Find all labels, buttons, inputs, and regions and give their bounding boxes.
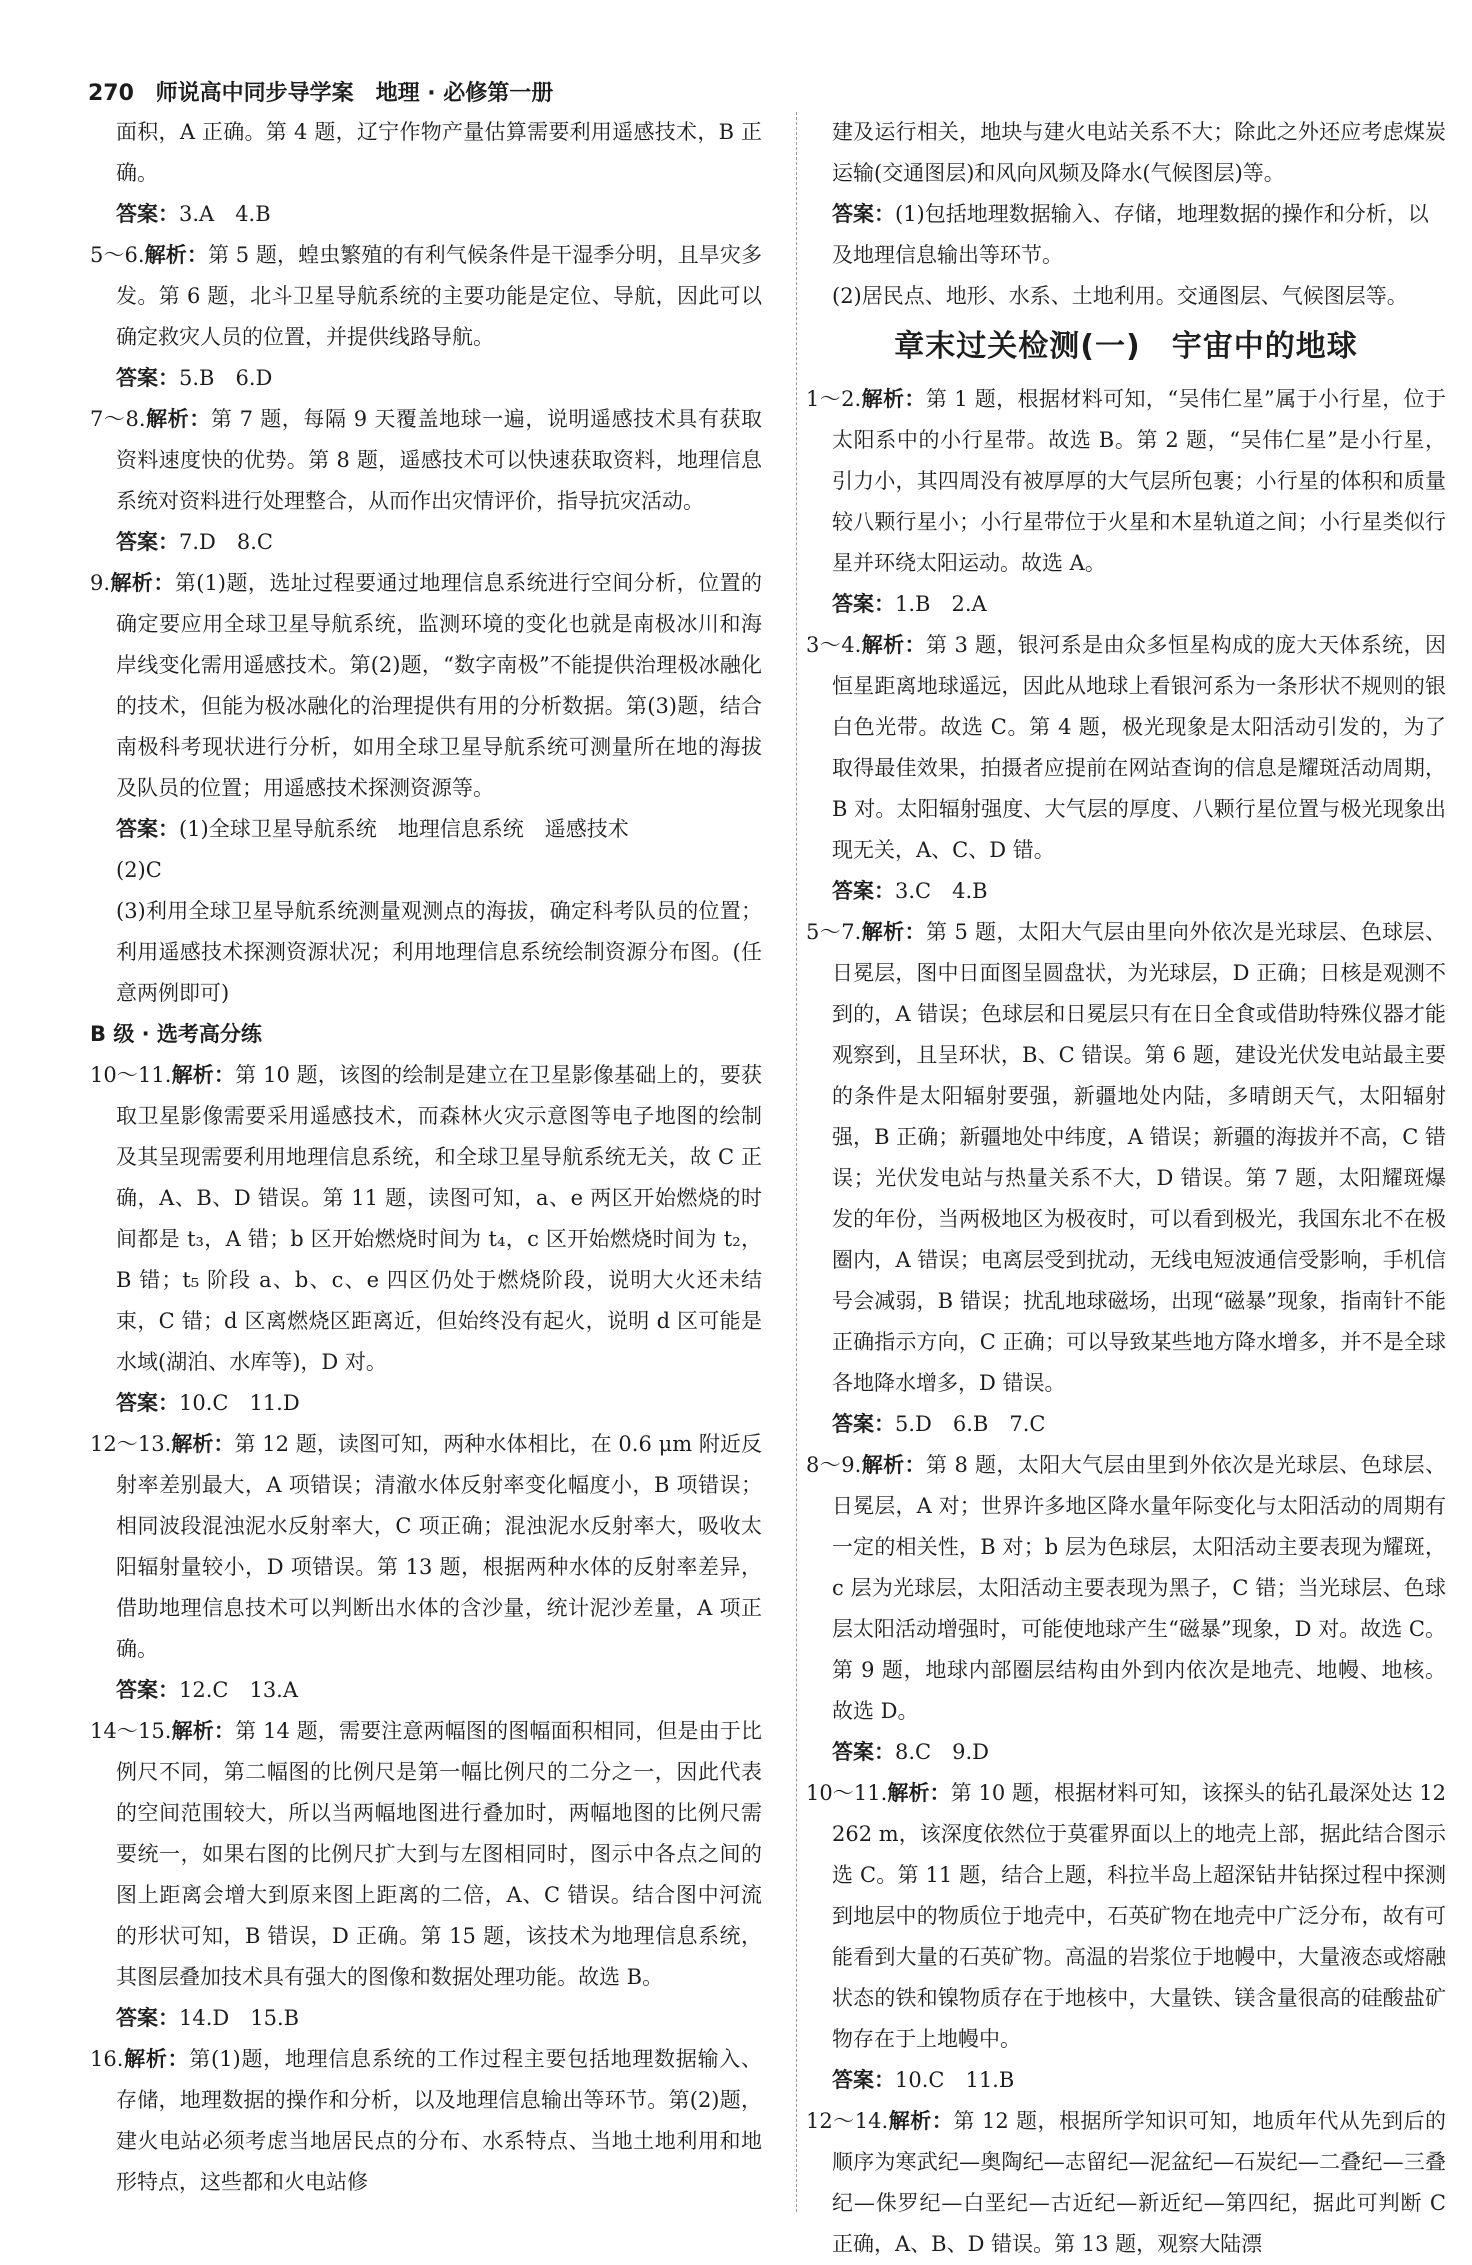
answer-line: 答案：(1)包括地理数据输入、存储，地理数据的操作和分析，以及地理信息输出等环节。 xyxy=(832,202,1429,267)
analysis-paragraph: 7～8.解析：第 7 题，每隔 9 天覆盖地球一遍，说明遥感技术具有获取资料速度快的优势。第 8 题，遥感技术可以快速获取资料，地理信息系统对资料进行处理整合，从而作出灾情评价，指导抗灾活动。 xyxy=(90,407,763,513)
answer-line: 答案：(1)全球卫星导航系统 地理信息系统 遥感技术 xyxy=(116,817,629,841)
analysis-paragraph: 10～11.解析：第 10 题，根据材料可知，该探头的钻孔最深处达 12 262 m，该深度依然位于莫霍界面以上的地壳上部，据此结合图示选 C。第 11 题，结合上题，科拉半岛上超深钻井钻探过程中探测到地层中的物质位于地壳中，石英矿物在地壳中广泛分布，故有可能看到大量的石英矿物。高温的岩浆位于地幔中，大量液态或熔融状态的铁和镍物质存在于地核中，大量铁、镁含量很高的硅酸盐矿物存在于上地幔中。 xyxy=(806,1781,1447,2051)
answer-line: 答案：10.C 11.B xyxy=(832,2068,1015,2092)
column-divider xyxy=(796,112,797,2212)
page-header xyxy=(88,78,788,110)
analysis-paragraph: 1～2.解析：第 1 题，根据材料可知，“吴伟仁星”属于小行星，位于太阳系中的小行星带。故选 B。第 2 题，“吴伟仁星”是小行星，引力小，其四周没有被厚厚的大气层所包裹；小行星的体积和质量较八颗行星小；小行星带位于火星和木星轨道之间；小行星类似行星并环绕太阳运动。故选 A。 xyxy=(806,387,1446,575)
answer-line: 答案：5.B 6.D xyxy=(116,366,273,390)
answer-subline: (3)利用全球卫星导航系统测量观测点的海拔，确定科考队员的位置；利用遥感技术探测资源状况；利用地理信息系统绘制资源分布图。(任意两例即可) xyxy=(116,899,762,1005)
answer-line: 答案：8.C 9.D xyxy=(832,1740,989,1764)
analysis-paragraph: 10～11.解析：第 10 题，该图的绘制是建立在卫星影像基础上的，要获取卫星影像需要采用遥感技术，而森林火灾示意图等电子地图的绘制及其呈现需要利用地理信息系统，和全球卫星导航系统无关，故 C 正确，A、B、D 错误。第 11 题，读图可知，a、e 两区开始燃烧的时间都是 t₃，A 错；b 区开始燃烧时间为 t₄，c 区开始燃烧时间为 t₂，B 错；t₅ 阶段 a、b、c、e 四区仍处于燃烧阶段，说明大火还未结束，C 错；d 区离燃烧区距离近，但始终没有起火，说明 d 区可能是水域(湖泊、水库等)，D 对。 xyxy=(90,1063,763,1374)
answer-line: 答案：14.D 15.B xyxy=(116,2006,300,2030)
analysis-paragraph: 12～13.解析：第 12 题，读图可知，两种水体相比，在 0.6 μm 附近反射率差别最大，A 项错误；清澈水体反射率变化幅度小，B 项错误；相同波段混浊泥水反射率大，C 项正确；混浊泥水反射率大，吸收太阳辐射量较小，D 项错误。第 13 题，根据两种水体的反射率差异，借助地理信息技术可以判断出水体的含沙量，统计泥沙差量，A 项正确。 xyxy=(90,1432,762,1661)
chapter-title: 章末过关检测(一) 宇宙中的地球 xyxy=(894,329,1358,364)
answer-line: 答案：10.C 11.D xyxy=(116,1391,300,1415)
answer-line: 答案：7.D 8.C xyxy=(116,530,273,554)
continued-paragraph: 建及运行相关，地块与建火电站关系不大；除此之外还应考虑煤炭运输(交通图层)和风向风频及降水(气候图层)等。 xyxy=(832,120,1446,185)
analysis-paragraph: 5～7.解析：第 5 题，太阳大气层由里向外依次是光球层、色球层、日冕层，图中日面图呈圆盘状，为光球层，D 正确；日核是观测不到的，A 错误；色球层和日冕层只有在日全食或借助特殊仪器才能观察到，且呈环状，B、C 错误。第 6 题，建设光伏发电站最主要的条件是太阳辐射要强，新疆地处内陆，多晴朗天气，太阳辐射强，B 正确；新疆地处中纬度，A 错误；新疆的海拔并不高，C 错误；光伏发电站与热量关系不大，D 错误。第 7 题，太阳耀斑爆发的年份，当两极地区为极夜时，可以看到极光，我国东北不在极圈内，A 错误；电离层受到扰动，无线电短波通信受影响，手机信号会减弱，B 错误；扰乱地球磁场，出现“磁暴”现象，指南针不能正确指示方向，C 正确；可以导致某些地方降水增多，并不是全球各地降水增多，D 错误。 xyxy=(806,920,1446,1395)
analysis-paragraph: 14～15.解析：第 14 题，需要注意两幅图的图幅面积相同，但是由于比例尺不同，第二幅图的比例尺是第一幅比例尺的二分之一，因此代表的空间范围较大，所以当两幅地图进行叠加时，两幅地图的比例尺需要统一，如果右图的比例尺扩大到与左图相同时，图示中各点之间的图上距离会增大到原来图上距离的二倍，A、C 错误。结合图中河流的形状可知，B 错误，D 正确。第 15 题，该技术为地理信息系统，其图层叠加技术具有强大的图像和数据处理功能。故选 B。 xyxy=(90,1719,763,1989)
answer-line: 答案：12.C 13.A xyxy=(116,1678,299,1702)
page-number: 270 xyxy=(88,81,134,106)
answer-subline: (2)居民点、地形、水系、土地利用。交通图层、气候图层等。 xyxy=(832,284,1408,308)
answer-subline: (2)C xyxy=(116,858,162,882)
answer-line: 答案：3.C 4.B xyxy=(832,879,988,903)
analysis-paragraph: 3～4.解析：第 3 题，银河系是由众多恒星构成的庞大天体系统，因恒星距离地球遥远，因此从地球上看银河系为一条形状不规则的银白色光带。故选 C。第 4 题，极光现象是太阳活动引发的，为了取得最佳效果，拍摄者应提前在网站查询的信息是耀斑活动周期，B 对。太阳辐射强度、大气层的厚度、八颗行星位置与极光现象出现无关，A、C、D 错。 xyxy=(806,633,1446,862)
right-column xyxy=(806,112,1446,2265)
analysis-paragraph: 5～6.解析：第 5 题，蝗虫繁殖的有利气候条件是干湿季分明，且旱灾多发。第 6 题，北斗卫星导航系统的主要功能是定位、导航，因此可以确定救灾人员的位置，并提供线路导航。 xyxy=(90,243,762,349)
answer-line: 答案：1.B 2.A xyxy=(832,592,987,616)
analysis-paragraph: 9.解析：第(1)题，选址过程要通过地理信息系统进行空间分析，位置的确定要应用全球卫星导航系统，监测环境的变化也就是南极冰川和海岸线变化需用遥感技术。第(2)题，“数字南极”不能提供治理极冰融化的技术，但能为极冰融化的治理提供有用的分析数据。第(3)题，结合南极科考现状进行分析，如用全球卫星导航系统可测量所在地的海拔及队员的位置；用遥感技术探测资源等。 xyxy=(90,571,762,800)
answer-line: 答案：3.A 4.B xyxy=(116,202,271,226)
analysis-paragraph: 16.解析：第(1)题，地理信息系统的工作过程主要包括地理数据输入、存储，地理数据的操作和分析，以及地理信息输出等环节。第(2)题，建火电站必须考虑当地居民点的分布、水系特点、当地土地利用和地形特点，这些都和火电站修 xyxy=(90,2047,762,2194)
continued-paragraph: 面积，A 正确。第 4 题，辽宁作物产量估算需要利用遥感技术，B 正确。 xyxy=(116,120,762,185)
answer-line: 答案：5.D 6.B 7.C xyxy=(832,1412,1046,1436)
left-column xyxy=(90,112,762,2203)
section-heading: B 级 · 选考高分练 xyxy=(90,1022,262,1046)
book-title: 师说高中同步导学案 地理 · 必修第一册 xyxy=(155,81,554,106)
analysis-paragraph: 8～9.解析：第 8 题，太阳大气层由里到外依次是光球层、色球层、日冕层，A 对；世界许多地区降水量年际变化与太阳活动的周期有一定的相关性，B 对；b 层为色球层，太阳活动主要表现为耀斑，c 层为光球层，太阳活动主要表现为黑子，C 错；当光球层、色球层太阳活动增强时，可能使地球产生“磁暴”现象，D 对。故选 C。第 9 题，地球内部圈层结构由外到内依次是地壳、地幔、地核。故选 D。 xyxy=(806,1453,1446,1723)
analysis-paragraph: 12～14.解析：第 12 题，根据所学知识可知，地质年代从先到后的顺序为寒武纪—奥陶纪—志留纪—泥盆纪—石炭纪—二叠纪—三叠纪—侏罗纪—白垩纪—古近纪—新近纪—第四纪，据此可判断 C 正确，A、B、D 错误。第 13 题，观察大陆漂 xyxy=(806,2109,1447,2256)
